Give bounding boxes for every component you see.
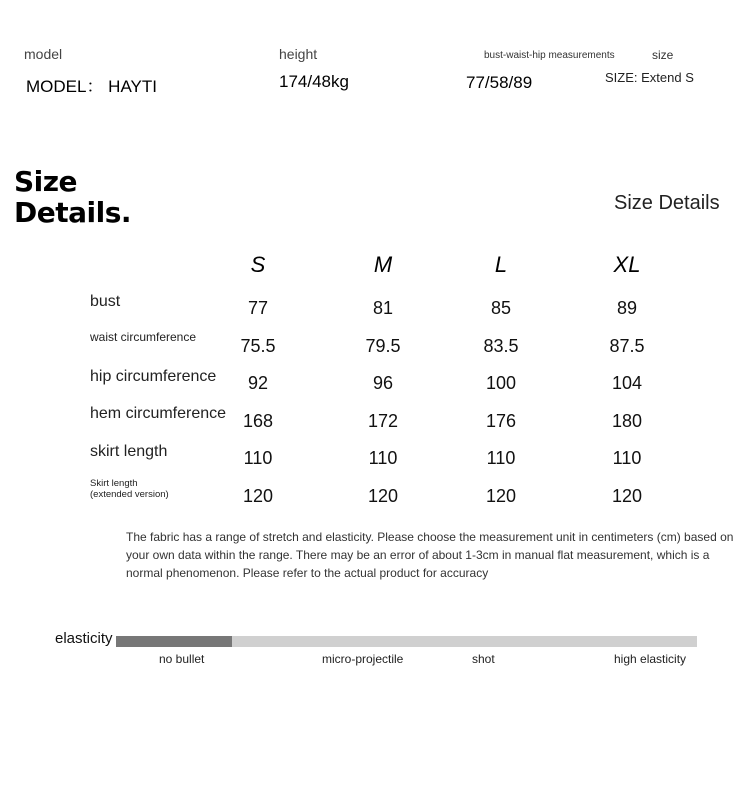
row-label-text: skirt length: [90, 443, 168, 460]
measurements-value: 77/58/89: [466, 73, 533, 92]
size-label: size: [652, 48, 674, 62]
column-header-m: M: [373, 252, 393, 277]
table-cell: 110: [486, 448, 516, 468]
column-header-l: L: [494, 252, 508, 277]
row-label: [90, 478, 169, 500]
table-cell: 104: [611, 373, 643, 393]
elasticity-label: elasticity: [55, 630, 113, 647]
table-cell: 77: [247, 298, 269, 318]
measurements-label: bust-waist-hip measurements: [484, 50, 615, 61]
elasticity-bar: [116, 636, 697, 647]
table-cell: 120: [485, 486, 517, 506]
row-label: [90, 368, 216, 386]
table-cell: 85: [490, 298, 512, 318]
column-header-xl: XL: [613, 252, 641, 277]
table-cell: 79.5: [365, 336, 401, 356]
table-cell: 180: [611, 411, 643, 431]
height-label: height: [279, 46, 318, 62]
table-cell: 96: [372, 373, 394, 393]
title-line-1: Size: [14, 165, 78, 198]
page-title: [14, 166, 131, 228]
table-cell: 87.5: [609, 336, 645, 356]
scale-high-elasticity: high elasticity: [614, 652, 687, 666]
size-details-heading: Size Details: [614, 192, 720, 214]
table-cell: 110: [368, 448, 398, 468]
table-cell: 120: [367, 486, 399, 506]
table-cell: 89: [616, 298, 638, 318]
row-label: [90, 293, 120, 311]
scale-micro-projectile: micro-projectile: [322, 652, 404, 666]
size-value: SIZE: Extend S: [605, 70, 694, 85]
row-label: [90, 405, 226, 423]
scale-shot: shot: [472, 652, 495, 666]
table-cell: 81: [372, 298, 394, 318]
table-cell: 176: [485, 411, 517, 431]
table-cell: 100: [485, 373, 517, 393]
table-cell: 110: [243, 448, 273, 468]
table-cell: 92: [247, 373, 269, 393]
scale-no-bullet: no bullet: [159, 652, 205, 666]
table-cell: 172: [367, 411, 399, 431]
table-cell: 75.5: [240, 336, 276, 356]
row-label-text: bust: [90, 293, 121, 310]
row-label-subtext: (extended version): [90, 489, 169, 500]
height-value: 174/48kg: [279, 72, 349, 91]
fabric-note: The fabric has a range of stretch and elasticity. Please choose the measurement unit in centimeters (cm) based on your own data within the range. There may be an error of about 1-3cm in manual flat measurement, which is a normal phenomenon. Please refer to the actual product for accuracy: [126, 530, 734, 580]
model-label: model: [24, 46, 63, 62]
column-header-s: S: [250, 252, 266, 277]
elasticity-bar-fill: [116, 636, 232, 647]
row-label-text: hip circumference: [90, 368, 217, 385]
row-label: [90, 330, 196, 344]
row-label-text: Skirt length: [90, 478, 138, 489]
row-label: [90, 443, 167, 461]
row-label-text: hem circumference: [90, 405, 227, 422]
model-value: MODEL： HAYTI: [26, 77, 157, 96]
title-line-2: Details.: [14, 196, 132, 229]
table-cell: 120: [611, 486, 643, 506]
row-label-text: waist circumference: [90, 330, 197, 344]
table-cell: 168: [242, 411, 274, 431]
table-cell: 110: [612, 448, 642, 468]
table-cell: 83.5: [483, 336, 519, 356]
table-cell: 120: [242, 486, 274, 506]
